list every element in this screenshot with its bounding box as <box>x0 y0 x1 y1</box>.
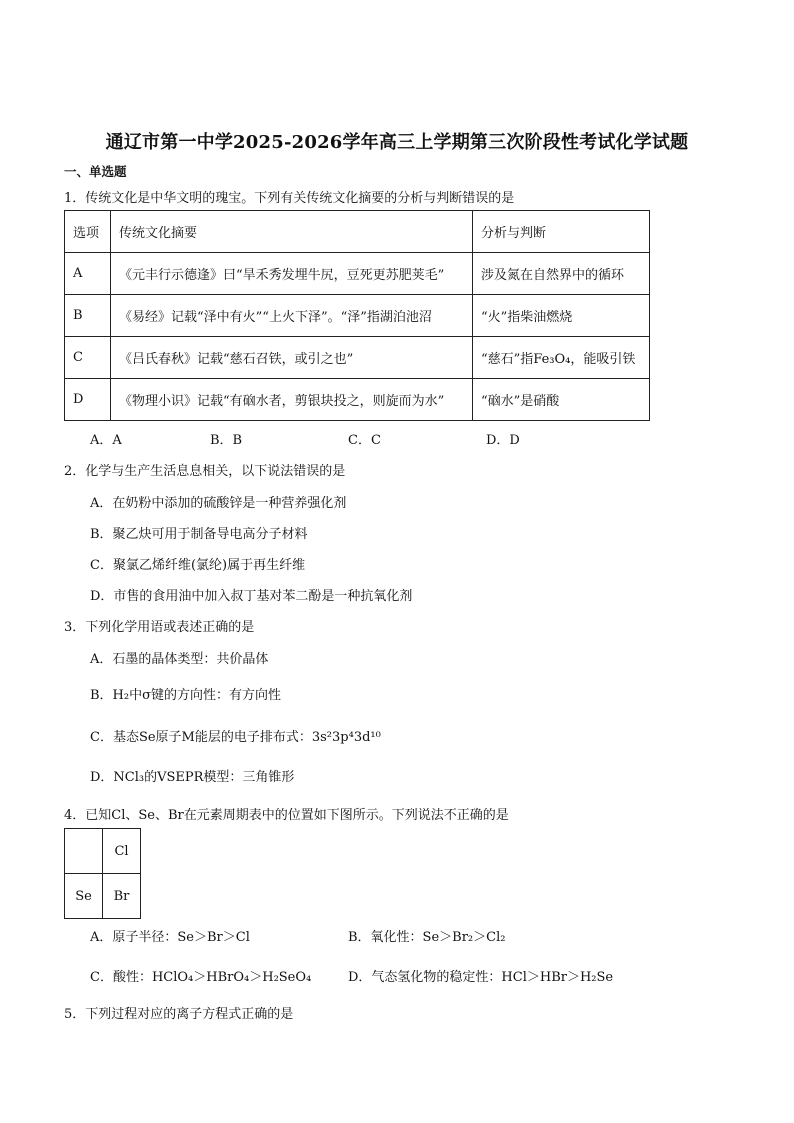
table-row <box>65 253 650 295</box>
table-cell-analysis: “硇水”是硝酸 <box>473 379 650 421</box>
table-cell-excerpt: 《易经》记载“泽中有火”“上火下泽”。“泽”指湖泊池沼 <box>111 295 473 337</box>
table-row <box>65 379 650 421</box>
question-2-option-c: C．聚氯乙烯纤维(氯纶)属于再生纤维 <box>90 558 306 573</box>
table-header-cell: 传统文化摘要 <box>111 211 473 253</box>
element-cell-empty <box>65 829 103 874</box>
question-4-option-d: D．气态氢化物的稳定性：HCl＞HBr＞H₂Se <box>348 970 614 985</box>
question-1-option-b: B．B <box>210 433 243 448</box>
question-3-option-d: D．NCl₃的VSEPR模型：三角锥形 <box>90 770 295 785</box>
question-3-option-c: C．基态Se原子M能层的电子排布式：3s²3p⁴3d¹⁰ <box>90 730 381 745</box>
exam-title: 通辽市第一中学2025-2026学年高三上学期第三次阶段性考试化学试题 <box>105 132 689 153</box>
element-cell-se: Se <box>65 874 103 919</box>
table-cell-option: D <box>65 379 111 421</box>
table-header-cell: 选项 <box>65 211 111 253</box>
question-1-table <box>64 210 650 421</box>
table-cell-option: C <box>65 337 111 379</box>
question-1-option-d: D．D <box>486 433 520 448</box>
table-cell-analysis: “火”指柴油燃烧 <box>473 295 650 337</box>
table-header-cell: 分析与判断 <box>473 211 650 253</box>
question-4-option-c: C．酸性：HClO₄＞HBrO₄＞H₂SeO₄ <box>90 970 312 985</box>
table-row <box>65 337 650 379</box>
question-2-option-b: B．聚乙炔可用于制备导电高分子材料 <box>90 527 308 542</box>
table-cell-excerpt: 《元丰行示德逢》曰“旱禾秀发埋牛尻，豆死更苏肥荚毛” <box>111 253 473 295</box>
question-4-option-b: B．氧化性：Se＞Br₂＞Cl₂ <box>348 930 506 945</box>
question-3-option-a: A．石墨的晶体类型：共价晶体 <box>90 652 269 667</box>
table-row <box>65 829 141 874</box>
section-heading: 一、单选题 <box>64 164 127 179</box>
question-5-stem: 5．下列过程对应的离子方程式正确的是 <box>64 1007 294 1022</box>
table-cell-analysis: 涉及氮在自然界中的循环 <box>473 253 650 295</box>
element-cell-br: Br <box>103 874 141 919</box>
table-row <box>65 874 141 919</box>
question-1-stem: 1．传统文化是中华文明的瑰宝。下列有关传统文化摘要的分析与判断错误的是 <box>64 191 515 206</box>
table-header-row <box>65 211 650 253</box>
periodic-table-fragment <box>64 828 141 919</box>
question-2-stem: 2．化学与生产生活息息相关，以下说法错误的是 <box>64 464 346 479</box>
question-1-option-a: A．A <box>90 433 122 448</box>
table-row <box>65 295 650 337</box>
question-2-option-a: A．在奶粉中添加的硫酸锌是一种营养强化剂 <box>90 496 347 511</box>
question-4-stem: 4．已知Cl、Se、Br在元素周期表中的位置如下图所示。下列说法不正确的是 <box>64 808 509 823</box>
table-cell-excerpt: 《吕氏春秋》记载“慈石召铁，或引之也” <box>111 337 473 379</box>
table-cell-excerpt: 《物理小识》记载“有硇水者，剪银块投之，则旋而为水” <box>111 379 473 421</box>
question-3-option-b: B．H₂中σ键的方向性：有方向性 <box>90 688 281 703</box>
question-1-option-c: C．C <box>348 433 381 448</box>
table-cell-analysis: “慈石”指Fe₃O₄，能吸引铁 <box>473 337 650 379</box>
question-2-option-d: D．市售的食用油中加入叔丁基对苯二酚是一种抗氧化剂 <box>90 589 413 604</box>
table-cell-option: B <box>65 295 111 337</box>
table-cell-option: A <box>65 253 111 295</box>
question-3-stem: 3．下列化学用语或表述正确的是 <box>64 620 255 635</box>
question-4-option-a: A．原子半径：Se＞Br＞Cl <box>90 930 250 945</box>
element-cell-cl: Cl <box>103 829 141 874</box>
